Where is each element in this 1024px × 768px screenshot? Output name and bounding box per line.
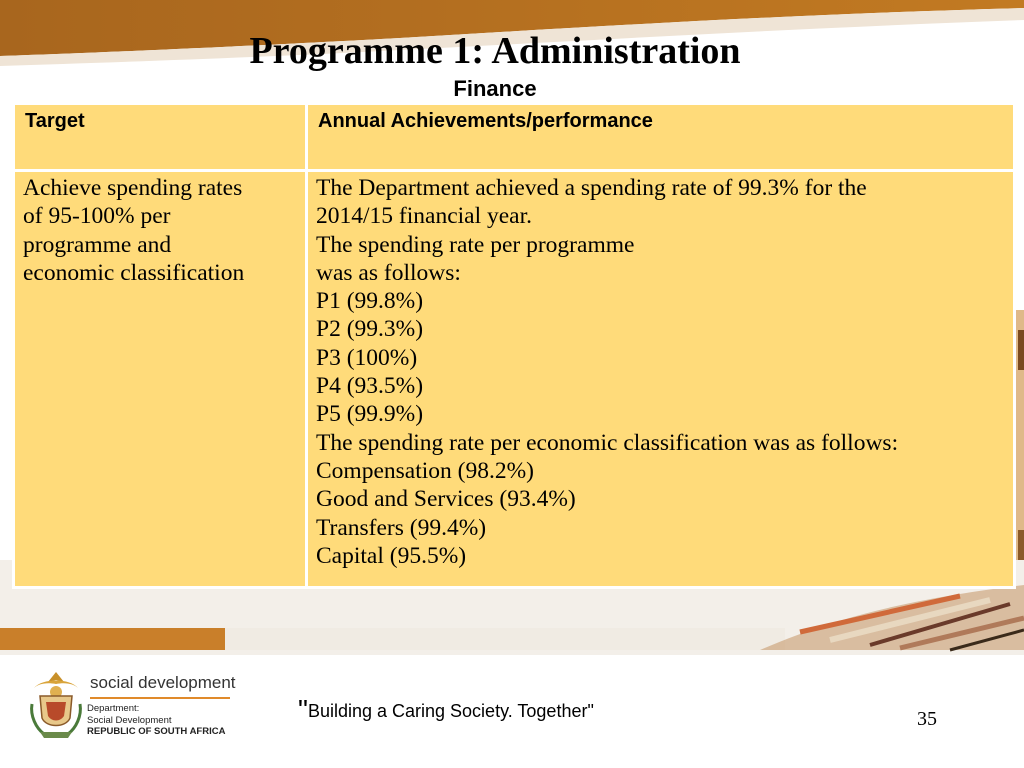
target-line: economic classification (23, 259, 245, 286)
achievement-table (12, 102, 1016, 589)
table (12, 102, 1016, 589)
achievement-cell (308, 172, 1013, 586)
dept-line-3: REPUBLIC OF SOUTH AFRICA (87, 726, 226, 737)
achievement-line: P2 (99.3%) (316, 316, 424, 343)
achievement-line: P1 (99.8%) (316, 288, 424, 315)
achievement-line: The spending rate per economic classification was as follows: (316, 429, 899, 456)
achievement-line: The spending rate per programme (316, 231, 635, 258)
table-row (15, 172, 1013, 586)
slogan-text: Building a Caring Society. Together" (307, 701, 594, 721)
header-achievements: Annual Achievements/performance (308, 105, 1013, 169)
achievement-line: P5 (99.9%) (316, 401, 424, 428)
target-line: of 95-100% per (23, 203, 171, 230)
slide-subtitle: Finance (453, 76, 537, 101)
achievement-line: The Department achieved a spending rate of 99.3% for the (316, 175, 867, 201)
department-label (87, 703, 237, 738)
achievement-line: P4 (93.5%) (316, 373, 424, 400)
achievement-line: Capital (95.5%) (316, 542, 467, 569)
achievement-line: was as follows: (316, 259, 461, 286)
header-target: Target (15, 105, 305, 169)
achievement-line: 2014/15 financial year. (316, 203, 532, 230)
target-line: Achieve spending rates (23, 175, 243, 201)
achievement-line: P3 (100%) (316, 344, 418, 371)
target-cell (15, 172, 305, 586)
slide-title: Programme 1: Administration (249, 30, 741, 72)
slogan (298, 694, 594, 726)
coat-of-arms-logo (26, 668, 86, 740)
target-line: programme and (23, 231, 172, 258)
achievement-line: Transfers (99.4%) (316, 514, 487, 541)
dept-line-2: Social Development (87, 714, 172, 726)
table-header-row (15, 105, 1013, 169)
achievement-line: Compensation (98.2%) (316, 457, 534, 484)
brand-divider (90, 697, 230, 699)
achievement-line: Good and Services (93.4%) (316, 486, 576, 513)
slogan-quote: " (298, 694, 308, 725)
dept-line-1: Department: (87, 703, 140, 714)
brand-name: social development (90, 673, 236, 692)
page-number: 35 (917, 708, 937, 730)
